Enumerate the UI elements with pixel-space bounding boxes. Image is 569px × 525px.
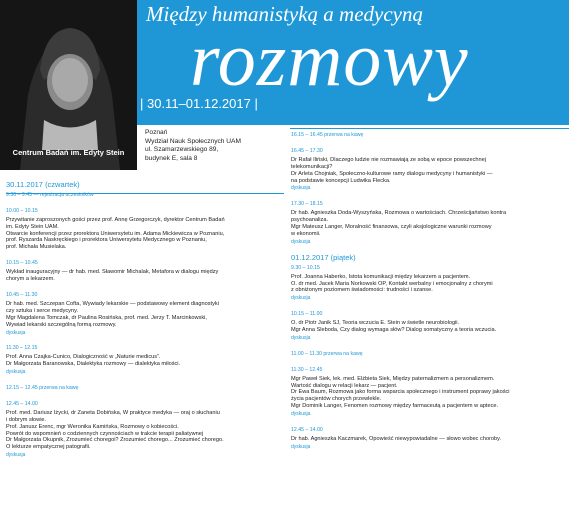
session-text: z obniżonym poziomem świadomości: trudności i szanse. <box>291 287 433 294</box>
discussion-label: dyskusja <box>291 411 311 418</box>
schedule-block <box>291 351 567 358</box>
schedule-block <box>291 148 567 192</box>
session-text: Wartość dialogu w relacji lekarz — pacjent. <box>291 382 398 389</box>
session-text: Powrót do wspomnień o codziennych czynnościach w trakcie terapii paliatywnej <box>6 430 204 437</box>
discussion-label: dyskusja <box>291 185 311 192</box>
session-time: 12.45 – 14.00 <box>291 427 323 434</box>
session-text: życia pacjentów chorych przewlekle. <box>291 396 382 403</box>
session-text: na podstawie koncepcji Ludwika Flecka. <box>291 177 391 184</box>
discussion-label: dyskusja <box>6 452 26 459</box>
discussion-label: dyskusja <box>6 369 26 376</box>
session-text: Prof. Joanna Haberko, Istota komunikacji między lekarzem a pacjentem. <box>291 273 471 280</box>
session-text: Otwarcie konferencji przez prorektora Uniwersytetu im. Adama Mickiewicza w Poznaniu, <box>6 230 225 237</box>
session-text: Mgr Dominik Langer, Fenomen rozmowy między farmaceutą a pacjentem w aptece. <box>291 403 499 410</box>
session-text: prof. Ryszarda Naskręckiego i prorektora Uniwersytetu Medycznego w Poznaniu, <box>6 237 207 244</box>
session-time: 10.15 – 11.00 <box>291 311 323 318</box>
schedule-block <box>6 401 288 459</box>
session-text: i dobrym słowie. <box>6 416 47 423</box>
session-text: psychoanaliza. <box>291 217 329 224</box>
session-text: Dr Małgorzata Baranowska, Dialektyka rozmowy — dialektyka miłości. <box>6 361 181 368</box>
session-time: 11.00 – 11.30 przerwa na kawę <box>291 350 363 357</box>
schedule-block <box>291 132 567 139</box>
session-text: Dr hab. Agnieszka Doda-Wyszyńska, Rozmowa o wartościach. Chrześcijaństwo kontra <box>291 210 507 217</box>
session-text: Mgr Mateusz Langer, Moralność finansowa, czyli aksjologiczne warunki rozmowy <box>291 224 492 231</box>
session-text: Mgr Anna Śleboda, Czy dialog wymaga słów? Dialog somatyczny a teoria wczucia. <box>291 327 497 334</box>
photo-caption: Centrum Badań im. Edyty Stein <box>12 148 125 157</box>
session-text: O. dr med. Jacek Maria Norkowski OP, Kontakt werbalny i emocjonalny z chorymi <box>291 280 493 287</box>
session-time: 12.45 – 14.00 <box>6 400 38 407</box>
schedule-block <box>291 367 567 418</box>
session-text: Dr hab. Agnieszka Kaczmarek, Opowieść niewypowiadalne — słowo wobec choroby. <box>291 436 502 442</box>
conference-title: rozmowy <box>190 18 469 102</box>
session-text: chorym a lekarzem. <box>6 276 55 283</box>
session-text: Wywiad lekarski szczególną formą rozmowy. <box>6 321 117 328</box>
schedule-block <box>6 260 288 283</box>
session-text: Dr Ewa Baum, Rozmowa jako forma wsparcia społecznego i instrument poprawy jakości <box>291 389 510 396</box>
discussion-label: dyskusja <box>291 238 311 245</box>
session-text: Mgr Paweł Siek, lek. med. Elżbieta Siek, Między paternalizmem a personalizmem. <box>291 375 495 382</box>
conference-dates: | 30.11–01.12.2017 | <box>140 96 258 111</box>
session-text: Dr Arleta Chojniak, Społeczno-kulturowe ramy dialogu medycyny i humanistyki — <box>291 170 493 177</box>
schedule-block <box>291 311 567 342</box>
session-text: Dr Małgorzata Okupnik, Zrozumieć choregoi? Zrozumieć chorego... Zrozumieć chorego. <box>6 437 224 444</box>
divider <box>290 128 569 129</box>
session-time: 16.15 – 16.45 przerwa na kawę <box>291 132 364 138</box>
venue-line: budynek E, sala 8 <box>145 154 198 162</box>
portrait-figure-icon <box>0 0 137 170</box>
session-text: Dr hab. med. Szczepan Cofta, Wywiady lekarskie — podstawowy element diagnostyki <box>6 300 219 307</box>
session-time: 11.30 – 12.15 <box>6 345 38 352</box>
day1-evening-and-day2-schedule <box>291 132 567 460</box>
session-text: O. dr Piotr Janik SJ, Teoria wczucia E. Stein w świetle neurobiologii. <box>291 320 460 327</box>
session-text: O lekturze empatycznej patografii. <box>6 444 91 451</box>
session-time: 11.30 – 12.45 <box>291 366 323 373</box>
day-heading: 01.12.2017 (piątek) <box>291 252 356 262</box>
day-heading: 30.11.2017 (czwartek) <box>6 180 80 189</box>
session-time: 9.30 – 10.15 <box>291 264 320 271</box>
session-text: Dr Rafał Iliński, Dlaczego ludzie nie rozmawiają ze sobą w epoce powszechnej <box>291 156 486 163</box>
session-text: Prof. Janusz Erenc, mgr Weronika Kamińska, Rozmowy o kobiecości. <box>6 423 179 430</box>
venue-line: Poznań <box>145 129 168 136</box>
session-text: Mgr Magdalena Tomczak, dr Paulina Rosińska, prof. med. Jerzy T. Marcinkowski, <box>6 314 207 321</box>
session-text: Prof. med. Dariusz Iżycki, dr Żaneta Dobińska, W praktyce medyka — oraj o słuchaniu <box>6 409 220 416</box>
session-text: czy sztuka i serce medycyny. <box>6 307 79 314</box>
schedule-block <box>291 265 567 303</box>
portrait-photo <box>0 0 137 170</box>
session-time: 12.15 – 12.45 przerwa na kawę <box>6 385 79 392</box>
venue-address <box>145 129 241 163</box>
session-time: 10.15 – 10.45 <box>6 260 38 267</box>
schedule-block <box>291 201 567 245</box>
schedule-block <box>6 208 288 251</box>
schedule-block <box>6 192 288 199</box>
discussion-label: dyskusja <box>291 443 311 450</box>
schedule-block <box>6 345 288 376</box>
session-text: Prof. Anna Czajka-Cunico, Dialogiczność w „Naturie medicus”. <box>6 354 161 361</box>
discussion-label: dyskusja <box>6 329 26 336</box>
discussion-label: dyskusja <box>291 334 311 341</box>
session-time: 17.30 – 18.15 <box>291 201 323 208</box>
discussion-label: dyskusja <box>291 295 311 302</box>
session-time: 10.45 – 11.30 <box>6 291 38 298</box>
session-text: prof. Michała Musielaka. <box>6 244 67 251</box>
session-time: 9.30 – 9.45 — rejestracja uczestników <box>6 191 94 198</box>
schedule-block <box>6 385 288 392</box>
session-time: 10.00 – 10.15 <box>6 207 38 214</box>
conference-subtitle: Między humanistyką a medycyną <box>146 2 423 26</box>
session-text: telekomunikacji? <box>291 163 333 170</box>
day1-schedule <box>6 182 288 468</box>
venue-line: Wydział Nauk Społecznych UAM <box>145 137 241 145</box>
session-text: Przywitanie zaproszonych gości przez prof. Annę Grzegorczyk, dyrektor Centrum Badań <box>6 216 225 223</box>
session-text: w ekonomii. <box>291 230 321 237</box>
session-text: Wykład inauguracyjny — dr hab. med. Sławomir Michalak, Metafora w dialogu między <box>6 269 219 276</box>
venue-line: ul. Szamarzewskiego 89, <box>145 146 219 154</box>
session-text: im. Edyty Stein UAM. <box>6 223 59 230</box>
schedule-block <box>291 427 567 451</box>
schedule-block <box>6 292 288 336</box>
session-time: 16.45 – 17.30 <box>291 147 323 154</box>
